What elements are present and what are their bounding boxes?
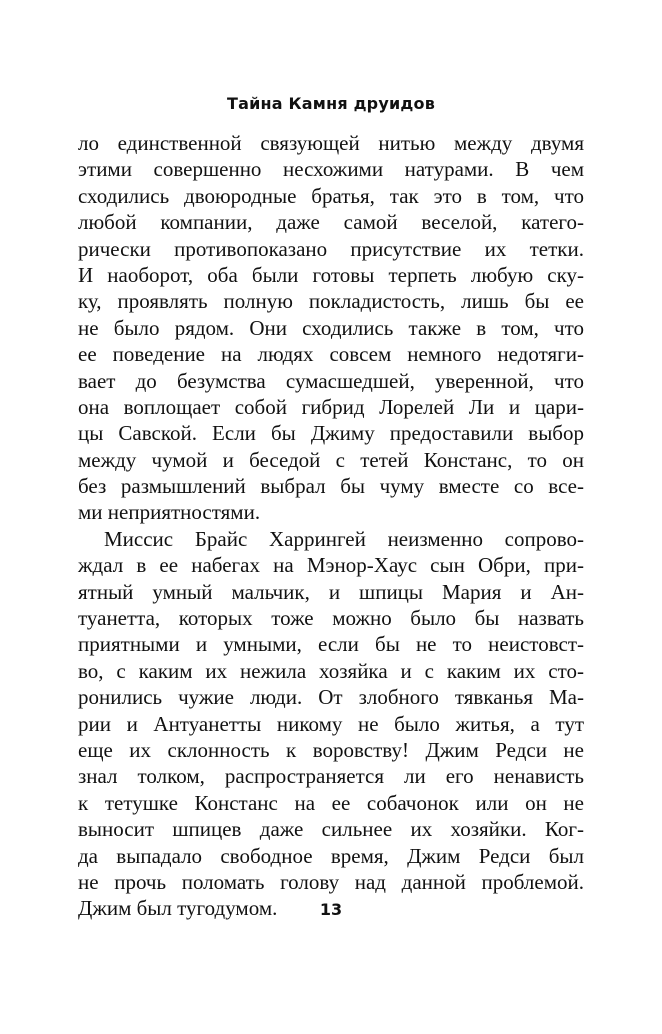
body-text <box>78 130 584 922</box>
running-header: Тайна Камня друидов <box>226 94 436 113</box>
text-line: этими совершенно несхожими натурами. В чем <box>78 157 584 182</box>
text-line: приятными и умными, если бы не то неистовст- <box>78 632 584 657</box>
text-line: ронились чужие люди. От злобного тявканья Ма- <box>78 685 584 710</box>
text-line: ее поведение на людях совсем немного недотяги- <box>78 342 584 367</box>
text-line: рически противопоказано присутствие их тетки. <box>78 236 584 261</box>
paragraph <box>78 526 584 922</box>
page-number: 13 <box>319 900 343 919</box>
text-line: знал толком, распространяется ли его ненависть <box>78 764 584 789</box>
text-line: Миссис Брайс Харрингей неизменно сопрово- <box>104 526 584 551</box>
text-line: цы Савской. Если бы Джиму предоставили выбор <box>78 421 584 446</box>
text-line: Джим был тугодумом. <box>78 896 278 921</box>
text-line: во, с каким их нежила хозяйка и с каким их сто- <box>78 658 584 683</box>
text-line: не было рядом. Они сходились также в том, что <box>78 315 584 340</box>
text-line: ло единственной связующей нитью между двумя <box>78 131 584 155</box>
text-line: туанетта, которых тоже можно было бы назвать <box>78 606 584 631</box>
text-line: выносит шпицев даже сильнее их хозяйки. Ког- <box>78 817 584 842</box>
text-line: она воплощает собой гибрид Лорелей Ли и цари- <box>78 394 584 419</box>
text-line: любой компании, даже самой веселой, катего- <box>78 210 584 235</box>
text-line: сходились двоюродные братья, так это в том, что <box>78 183 584 208</box>
text-line: еще их склонность к воровству! Джим Редси не <box>78 737 584 762</box>
text-line: да выпадало свободное время, Джим Редси был <box>78 843 584 868</box>
text-line: ку, проявлять полную покладистость, лишь бы ее <box>78 289 584 314</box>
text-line: ятный умный мальчик, и шпицы Мария и Ан- <box>78 579 584 604</box>
text-line: без размышлений выбрал бы чуму вместе со все- <box>78 474 584 499</box>
text-line: между чумой и беседой с тетей Констанс, то он <box>78 447 584 472</box>
text-line: рии и Антуанетты никому не было житья, а тут <box>78 711 584 736</box>
text-line: ми неприятностями. <box>78 500 261 525</box>
paragraph <box>78 130 584 526</box>
text-line: вает до безумства сумасшедшей, уверенной, что <box>78 368 584 393</box>
text-line: к тетушке Констанс на ее собачонок или он не <box>78 790 584 815</box>
text-line: ждал в ее набегах на Мэнор-Хаус сын Обри, при- <box>78 553 584 578</box>
text-line: И наоборот, оба были готовы терпеть любую ску- <box>78 262 584 287</box>
text-line: не прочь поломать голову над данной проблемой. <box>78 869 584 894</box>
